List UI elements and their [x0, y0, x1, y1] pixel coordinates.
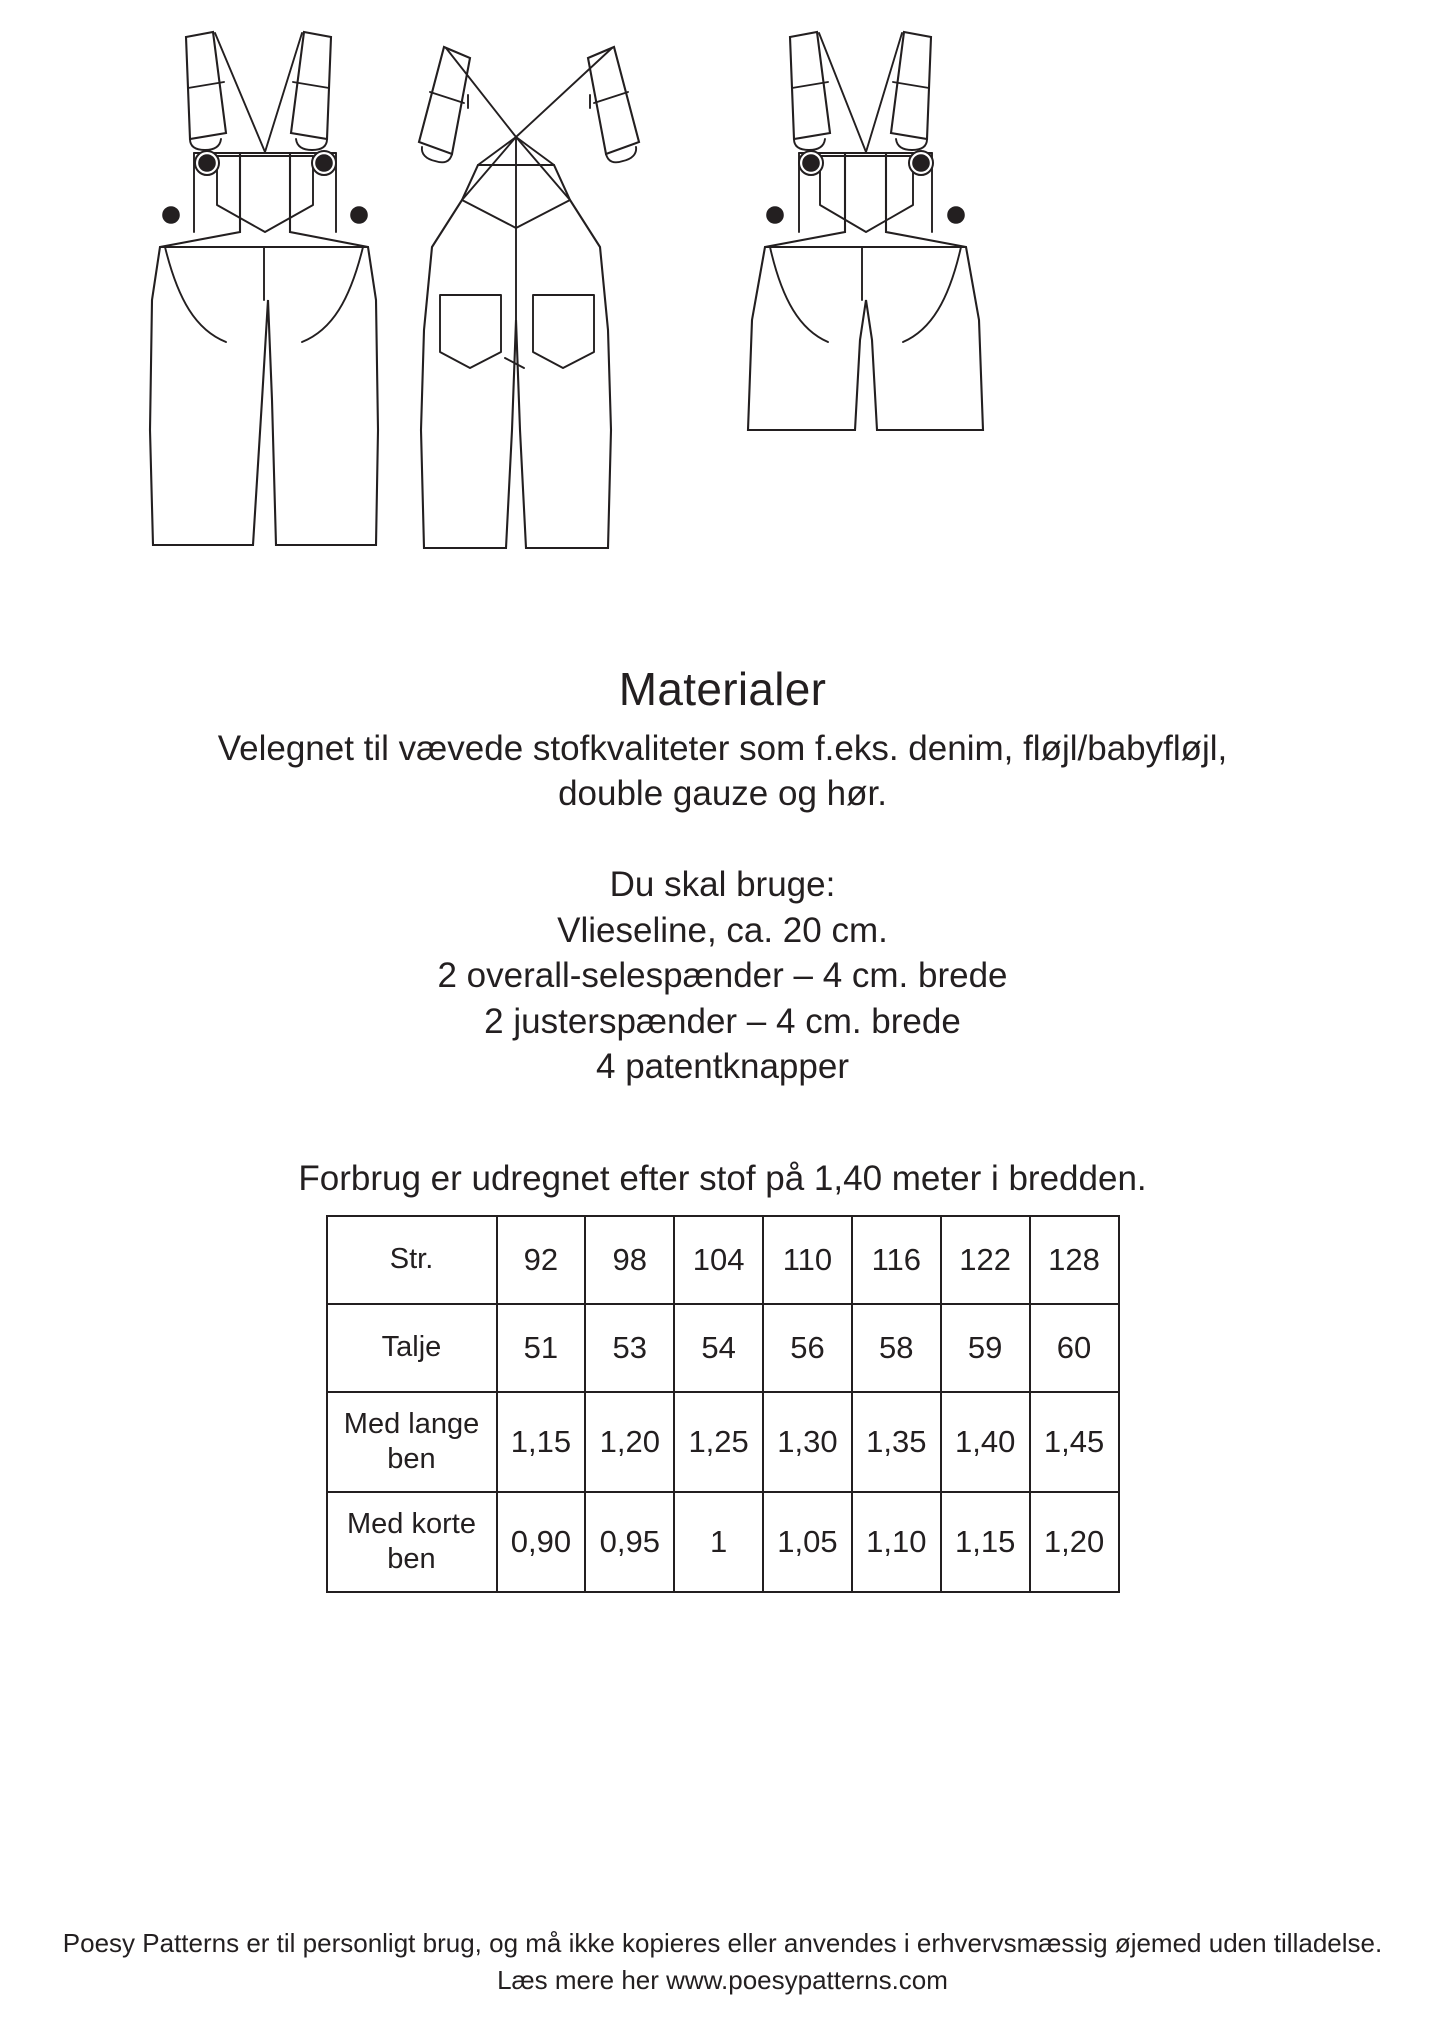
table-row-label: Med korte ben: [327, 1492, 497, 1592]
button-icon: [199, 155, 215, 171]
button-icon: [948, 207, 964, 223]
table-row-label: Str.: [327, 1216, 497, 1304]
supplies-heading: Du skal bruge:: [609, 864, 836, 904]
technical-flats-illustration: [0, 0, 1445, 620]
supplies-list: [0, 908, 1445, 1090]
fabric-recommendation-line-2: double gauze og hør.: [558, 773, 887, 813]
button-icon: [163, 207, 179, 223]
page-title: Materialer: [618, 663, 827, 715]
table-cell: 59: [941, 1304, 1030, 1392]
table-row: [327, 1216, 1119, 1304]
overall-front-long-legs-figure: [150, 32, 378, 545]
table-row: [327, 1392, 1119, 1492]
table-cell: 1,40: [941, 1392, 1030, 1492]
table-cell: 0,90: [497, 1492, 586, 1592]
fabric-recommendation-line-1: Velegnet til vævede stofkvaliteter som f.eks. denim, fløjl/babyfløjl,: [217, 729, 1228, 769]
materials-section: [0, 620, 1445, 1593]
table-cell: 1,30: [763, 1392, 852, 1492]
table-cell: 1,15: [941, 1492, 1030, 1592]
list-item: 4 patentknapper: [596, 1047, 849, 1087]
table-cell: 1,20: [585, 1392, 674, 1492]
table-cell: 98: [585, 1216, 674, 1304]
table-cell: 104: [674, 1216, 763, 1304]
list-item: 2 overall-selespænder – 4 cm. brede: [437, 956, 1008, 996]
table-cell: 58: [852, 1304, 941, 1392]
table-cell: 110: [763, 1216, 852, 1304]
table-cell: 1,25: [674, 1392, 763, 1492]
table-cell: 51: [497, 1304, 586, 1392]
table-cell: 56: [763, 1304, 852, 1392]
table-cell: 1,15: [497, 1392, 586, 1492]
button-icon: [351, 207, 367, 223]
spacer: [0, 1090, 1445, 1156]
size-table-container: [0, 1215, 1445, 1593]
button-icon: [803, 155, 819, 171]
table-cell: 116: [852, 1216, 941, 1304]
copyright-notice: Poesy Patterns er til personligt brug, og må ikke kopieres eller anvendes i erhvervsmæssig øjemed uden tilladelse.: [62, 1928, 1383, 1959]
table-cell: 1,20: [1030, 1492, 1119, 1592]
button-icon: [767, 207, 783, 223]
table-row-label: Med lange ben: [327, 1392, 497, 1492]
list-item: Vlieseline, ca. 20 cm.: [557, 910, 888, 950]
table-cell: 1: [674, 1492, 763, 1592]
spacer: [0, 817, 1445, 863]
list-item: 2 justerspænder – 4 cm. brede: [484, 1001, 961, 1041]
overall-front-short-legs-figure: [748, 32, 983, 430]
website-link[interactable]: Læs mere her www.poesypatterns.com: [497, 1965, 948, 1996]
table-cell: 54: [674, 1304, 763, 1392]
table-row: [327, 1492, 1119, 1592]
table-cell: 60: [1030, 1304, 1119, 1392]
size-consumption-table: [326, 1215, 1120, 1593]
button-icon: [316, 155, 332, 171]
table-cell: 92: [497, 1216, 586, 1304]
overall-back-long-legs-figure: [419, 47, 639, 548]
table-cell: 53: [585, 1304, 674, 1392]
table-cell: 1,35: [852, 1392, 941, 1492]
table-cell: 0,95: [585, 1492, 674, 1592]
page-footer: [0, 1925, 1445, 1999]
table-cell: 1,45: [1030, 1392, 1119, 1492]
table-cell: 1,05: [763, 1492, 852, 1592]
consumption-caption: Forbrug er udregnet efter stof på 1,40 meter i bredden.: [298, 1158, 1147, 1198]
table-row: [327, 1304, 1119, 1392]
table-cell: 128: [1030, 1216, 1119, 1304]
table-cell: 122: [941, 1216, 1030, 1304]
button-icon: [913, 155, 929, 171]
table-row-label: Talje: [327, 1304, 497, 1392]
table-cell: 1,10: [852, 1492, 941, 1592]
